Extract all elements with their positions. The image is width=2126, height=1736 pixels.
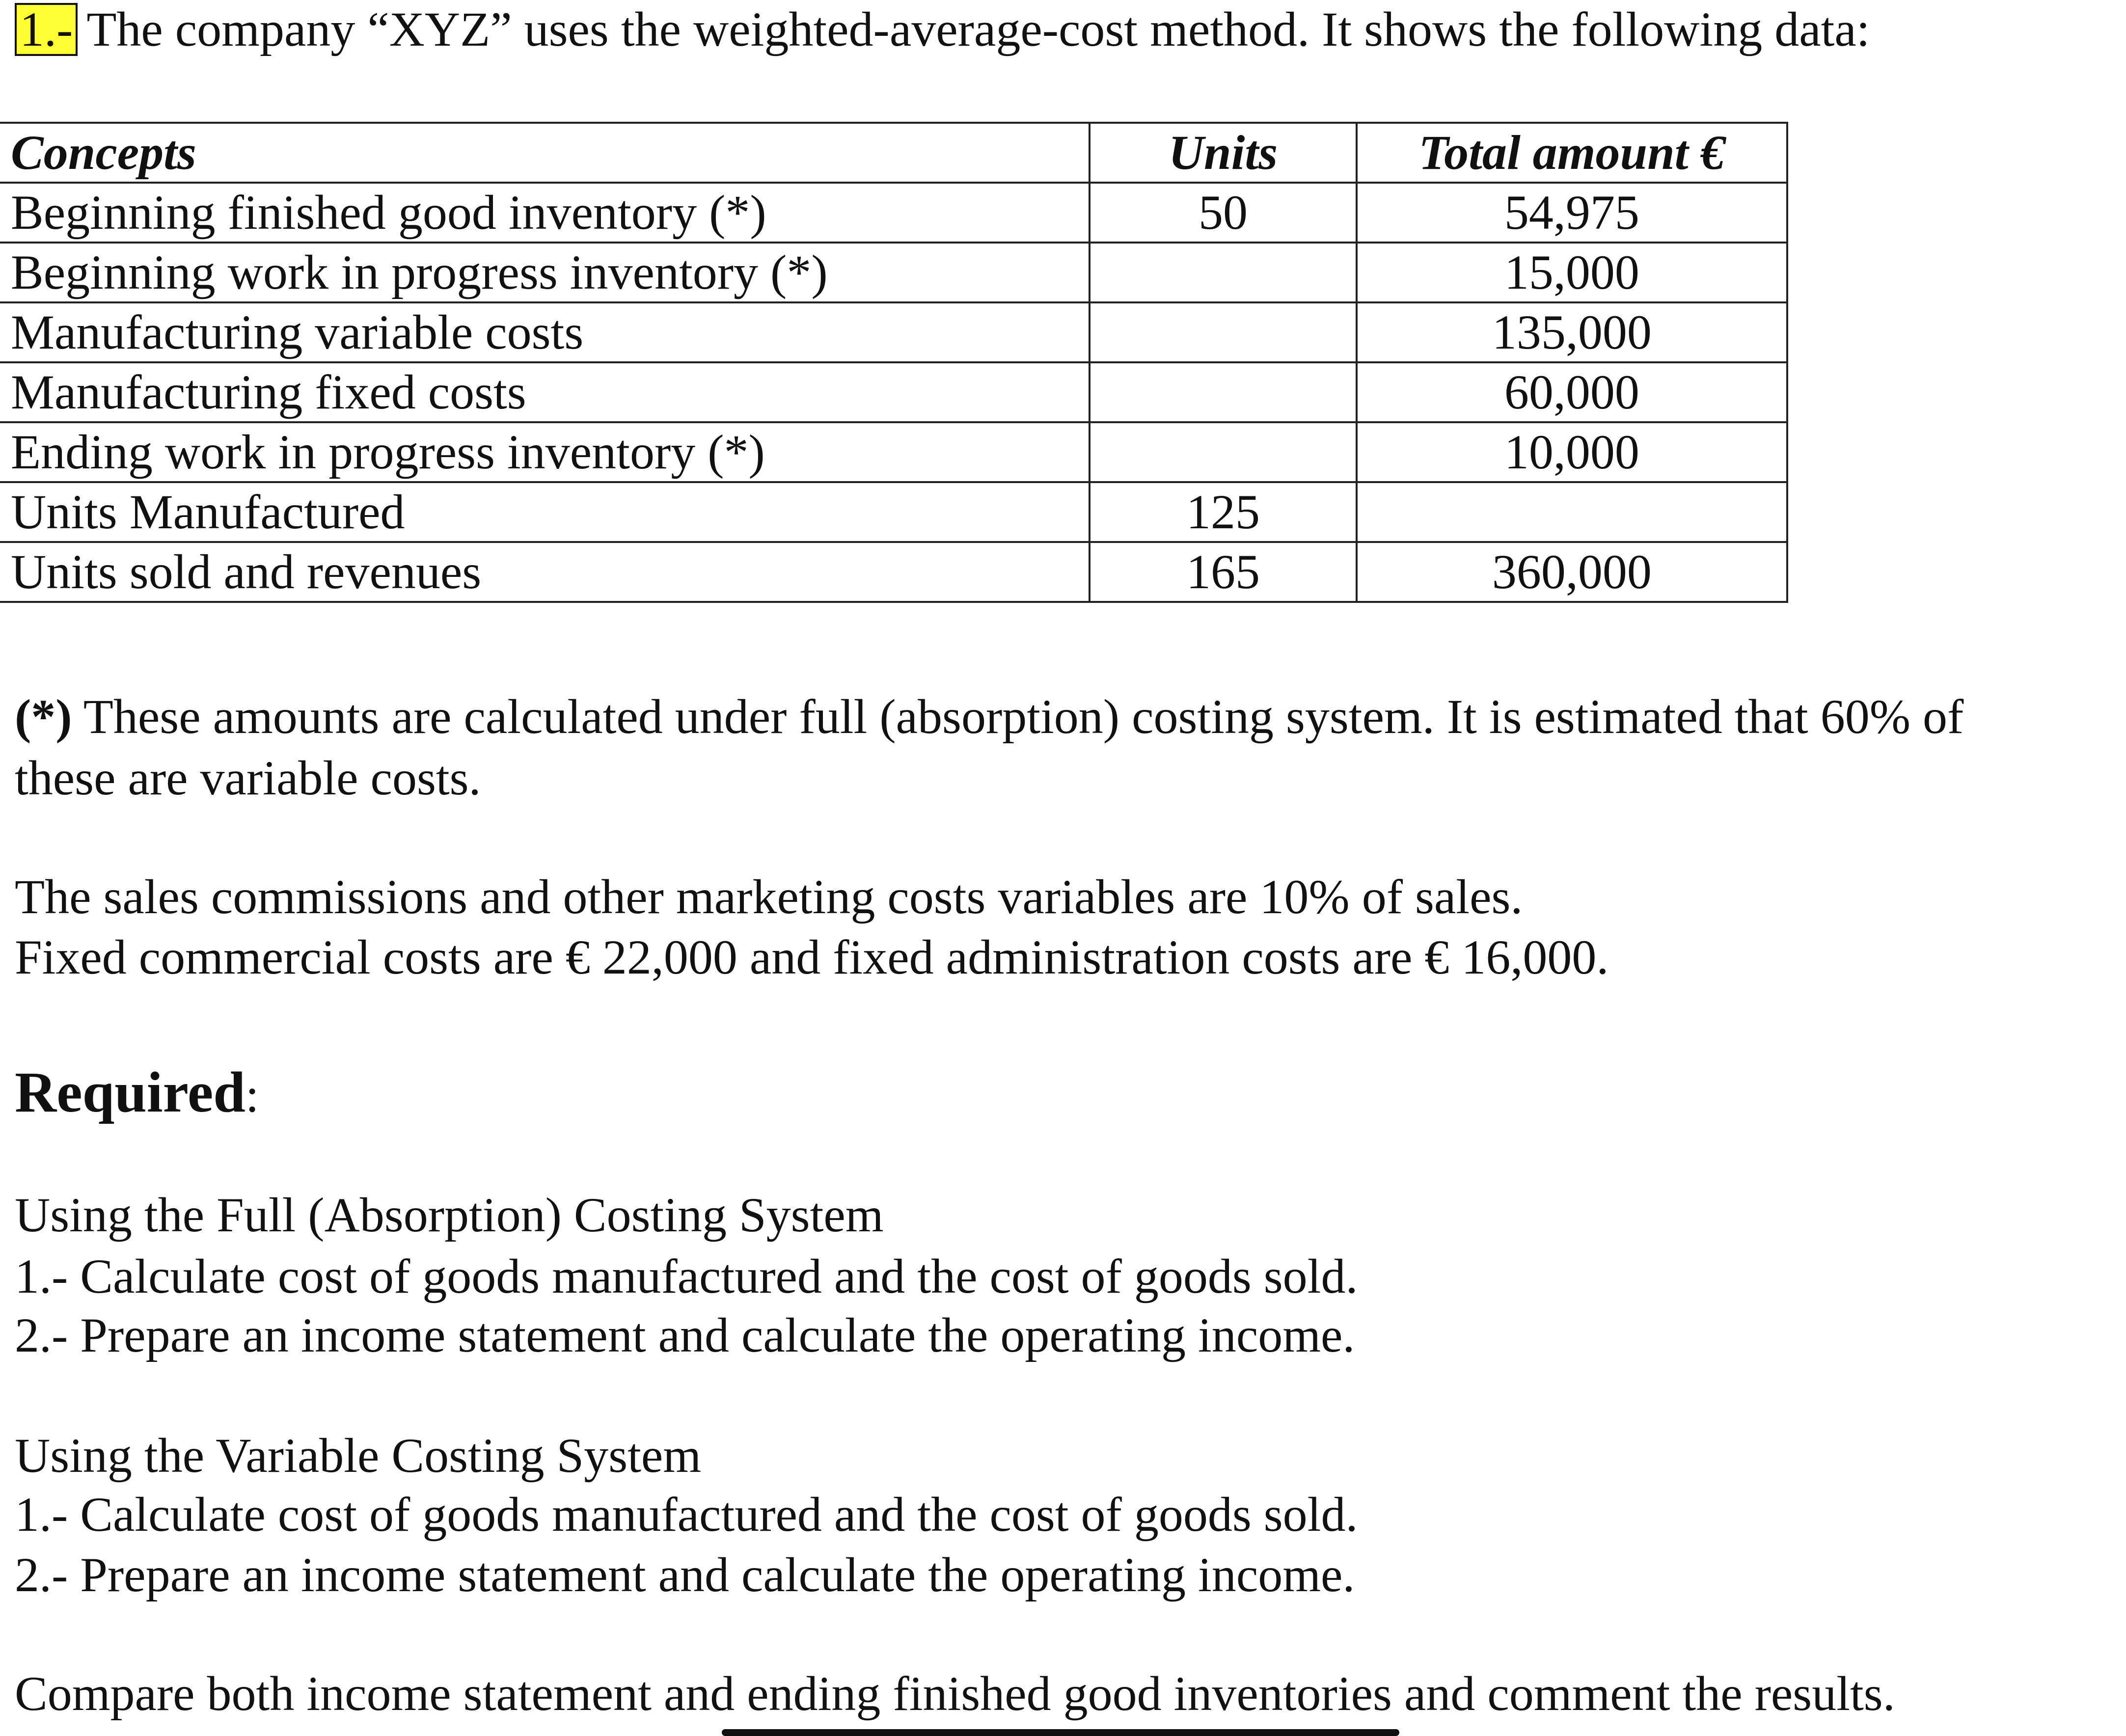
row-units [1090, 362, 1357, 422]
row-units [1090, 302, 1357, 362]
home-indicator-bar [722, 1729, 1399, 1736]
marketing-costs-text: The sales commissions and other marketing costs variables are 10% of sales. [15, 869, 1523, 924]
full-costing-item-2: 2.- Prepare an income statement and calculate the operating income. [15, 1308, 1355, 1362]
note-text: These amounts are calculated under full (absorption) costing system. It is estimated that 60% of [72, 689, 1964, 744]
row-concept: Beginning work in progress inventory (*) [0, 243, 1090, 302]
row-concept: Beginning finished good inventory (*) [0, 183, 1090, 243]
row-total: 54,975 [1357, 183, 1787, 243]
note-marker: (*) [15, 689, 72, 744]
exercise-number: 1.- [15, 3, 78, 56]
row-total: 15,000 [1357, 243, 1787, 302]
header-total-amount: Total amount € [1357, 123, 1787, 183]
header-concepts: Concepts [0, 123, 1090, 183]
row-concept: Units sold and revenues [0, 542, 1090, 602]
fixed-costs-text: Fixed commercial costs are € 22,000 and fixed administration costs are € 16,000. [15, 930, 1609, 984]
row-units: 50 [1090, 183, 1357, 243]
table-row [0, 362, 1787, 422]
closing-instruction: Compare both income statement and ending finished good inventories and comment the results. [15, 1666, 1895, 1721]
variable-costing-item-2: 2.- Prepare an income statement and calculate the operating income. [15, 1547, 1355, 1602]
table-row [0, 422, 1787, 482]
row-concept: Manufacturing variable costs [0, 302, 1090, 362]
required-label: Required [15, 1060, 245, 1124]
row-concept: Ending work in progress inventory (*) [0, 422, 1090, 482]
row-units [1090, 422, 1357, 482]
row-total: 360,000 [1357, 542, 1787, 602]
header-units: Units [1090, 123, 1357, 183]
row-units: 165 [1090, 542, 1357, 602]
row-total: 10,000 [1357, 422, 1787, 482]
row-units [1090, 243, 1357, 302]
table-row [0, 302, 1787, 362]
variable-costing-title: Using the Variable Costing System [15, 1428, 702, 1483]
data-table [0, 122, 1788, 603]
row-units: 125 [1090, 482, 1357, 542]
required-heading [15, 1060, 259, 1125]
row-total [1357, 482, 1787, 542]
exercise-intro: The company “XYZ” uses the weighted-average-cost method. It shows the following data: [86, 2, 1870, 56]
note-line-2: these are variable costs. [15, 751, 481, 805]
table-row [0, 183, 1787, 243]
exercise-heading [15, 0, 1870, 59]
table-row [0, 482, 1787, 542]
note-line-1 [15, 687, 1963, 746]
full-costing-title: Using the Full (Absorption) Costing System [15, 1188, 884, 1242]
row-total: 135,000 [1357, 302, 1787, 362]
row-concept: Units Manufactured [0, 482, 1090, 542]
table-row [0, 243, 1787, 302]
table-header-row [0, 123, 1787, 183]
table-row [0, 542, 1787, 602]
row-total: 60,000 [1357, 362, 1787, 422]
full-costing-item-1: 1.- Calculate cost of goods manufactured and the cost of goods sold. [15, 1249, 1358, 1303]
required-colon: : [245, 1068, 259, 1122]
row-concept: Manufacturing fixed costs [0, 362, 1090, 422]
variable-costing-item-1: 1.- Calculate cost of goods manufactured and the cost of goods sold. [15, 1487, 1358, 1542]
